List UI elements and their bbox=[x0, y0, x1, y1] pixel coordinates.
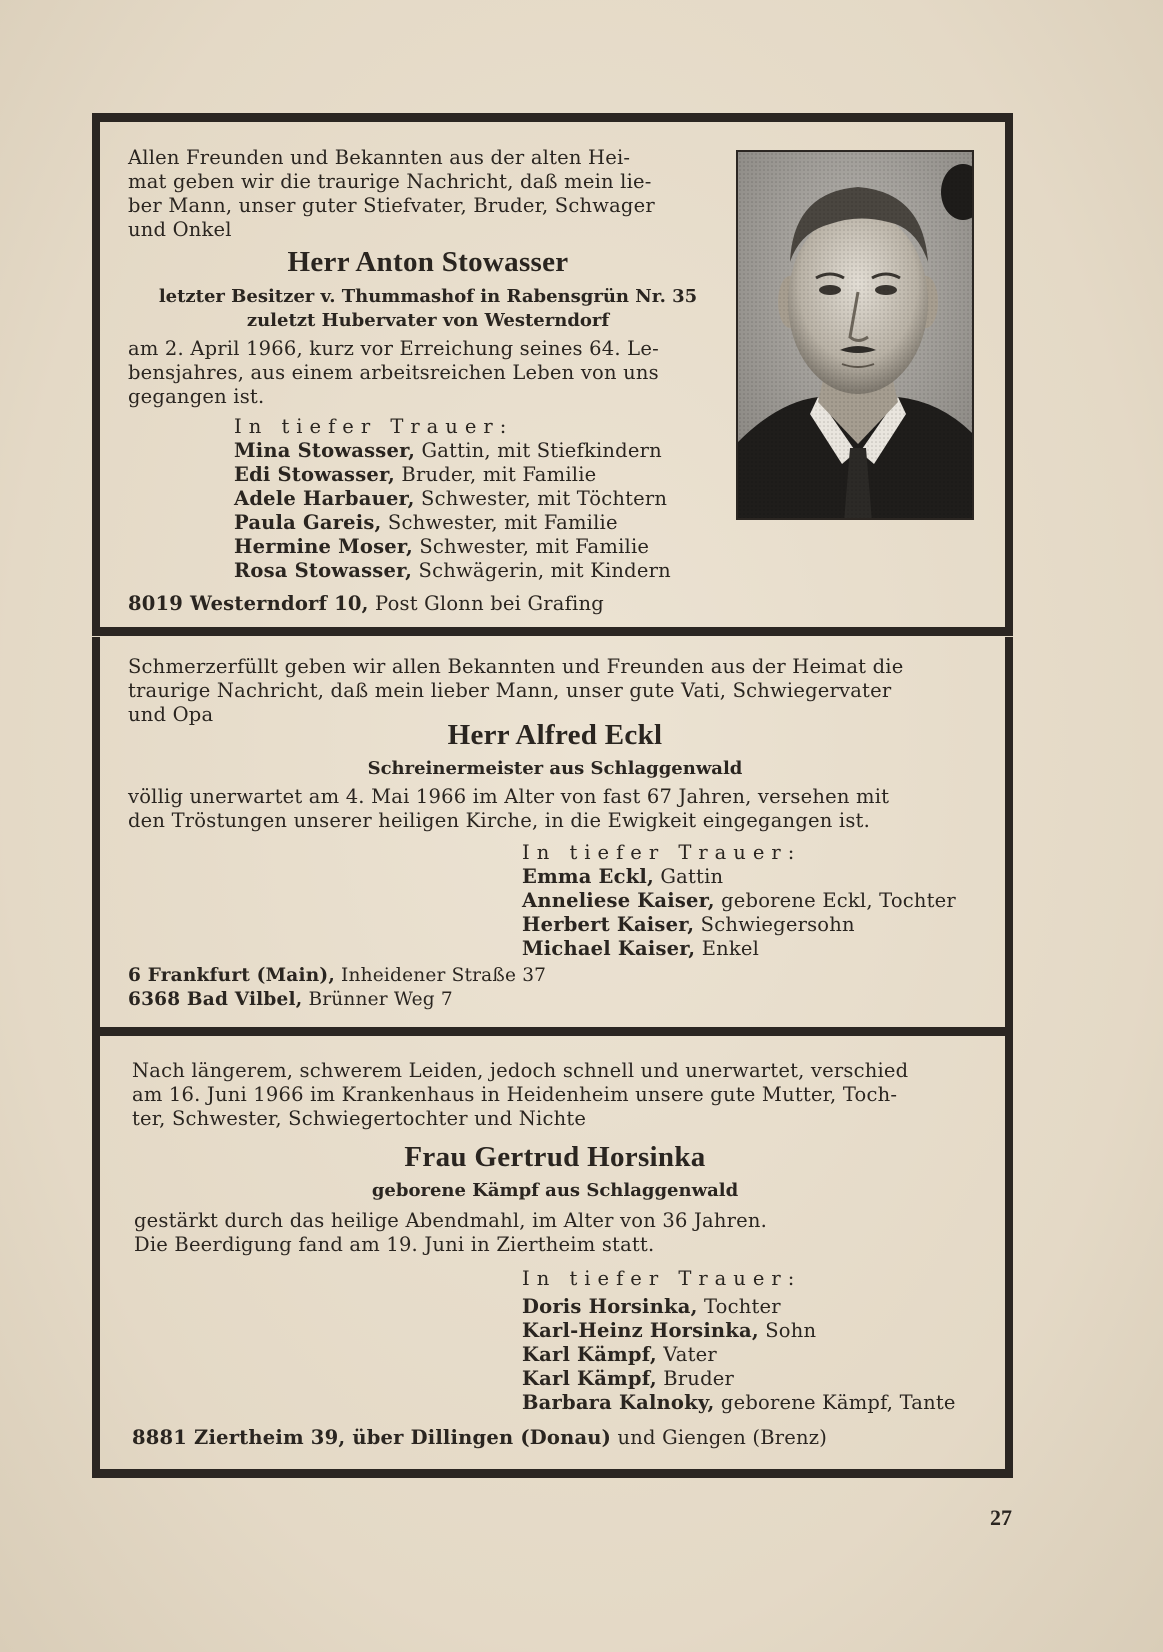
mourner-entry bbox=[234, 463, 671, 487]
mourner-entry bbox=[522, 1295, 956, 1319]
mourning-label: In tiefer Trauer: bbox=[522, 841, 802, 864]
mourner-name: Michael Kaiser, bbox=[522, 937, 696, 960]
mourner-relation: Vater bbox=[656, 1343, 717, 1366]
subtitle-line: letzter Besitzer v. Thummashof in Rabensgrün Nr. 35 bbox=[158, 286, 698, 307]
mourner-name: Karl Kämpf, bbox=[522, 1343, 657, 1366]
notice2-mourners bbox=[522, 865, 956, 961]
page-number: 27 bbox=[990, 1505, 1012, 1530]
notice1-mourners bbox=[234, 439, 671, 583]
mourner-relation: Gattin, mit Stiefkindern bbox=[415, 439, 662, 462]
intro-line: traurige Nachricht, daß mein lieber Mann, unser gute Vati, Schwiegervater bbox=[128, 679, 892, 702]
mourner-relation: geborene Kämpf, Tante bbox=[714, 1391, 956, 1414]
mourner-entry bbox=[522, 913, 956, 937]
notice2-addresses bbox=[128, 964, 546, 1012]
mourner-relation: Bruder, mit Familie bbox=[395, 463, 597, 486]
notice3-mourners bbox=[522, 1295, 956, 1415]
mourner-name: Paula Gareis, bbox=[234, 511, 382, 534]
mourner-name: Adele Harbauer, bbox=[234, 487, 415, 510]
mourner-relation: Schwester, mit Töchtern bbox=[414, 487, 668, 510]
notice3-address bbox=[132, 1426, 827, 1450]
intro-line: ber Mann, unser guter Stiefvater, Bruder, Schwager bbox=[128, 194, 655, 217]
mourner-relation: Gattin bbox=[654, 865, 724, 888]
mourner-name: Karl-Heinz Horsinka, bbox=[522, 1319, 759, 1342]
notice3-body bbox=[134, 1209, 767, 1257]
body-line: gegangen ist. bbox=[128, 385, 265, 408]
body-line: den Tröstungen unserer heiligen Kirche, in die Ewigkeit eingegangen ist. bbox=[128, 809, 870, 832]
mourner-entry bbox=[234, 559, 671, 583]
notice1-subtitle bbox=[118, 285, 738, 333]
mourner-entry bbox=[522, 865, 956, 889]
mourner-relation: Tochter bbox=[697, 1295, 781, 1318]
mourner-name: Karl Kämpf, bbox=[522, 1367, 657, 1390]
mourner-relation: Schwiegersohn bbox=[694, 913, 855, 936]
mourner-entry bbox=[234, 535, 671, 559]
mourner-name: Edi Stowasser, bbox=[234, 463, 396, 486]
mourning-label: In tiefer Trauer: bbox=[234, 415, 514, 438]
intro-line: am 16. Juni 1966 im Krankenhaus in Heidenheim unsere gute Mutter, Toch- bbox=[132, 1083, 898, 1106]
mourner-entry bbox=[522, 1343, 956, 1367]
mourner-name: Rosa Stowasser, bbox=[234, 559, 413, 582]
mourner-entry bbox=[234, 511, 671, 535]
subtitle-line: zuletzt Hubervater von Westerndorf bbox=[246, 310, 610, 331]
intro-line: mat geben wir die traurige Nachricht, daß mein lie- bbox=[128, 170, 652, 193]
intro-line: Allen Freunden und Bekannten aus der alten Hei- bbox=[128, 146, 631, 169]
body-line: Die Beerdigung fand am 19. Juni in Ziertheim statt. bbox=[134, 1233, 655, 1256]
mourner-relation: Schwägerin, mit Kindern bbox=[412, 559, 671, 582]
address-rest: Post Glonn bei Grafing bbox=[368, 592, 604, 615]
notice3-subtitle: geborene Kämpf aus Schlaggenwald bbox=[371, 1180, 739, 1201]
notice2-subtitle: Schreinermeister aus Schlaggenwald bbox=[367, 758, 743, 779]
address-bold: 8019 Westerndorf 10, bbox=[128, 592, 369, 615]
notice2-intro bbox=[128, 655, 903, 727]
mourner-relation: geborene Eckl, Tochter bbox=[714, 889, 956, 912]
mourner-name: Emma Eckl, bbox=[522, 865, 654, 888]
body-line: völlig unerwartet am 4. Mai 1966 im Alter von fast 67 Jahren, versehen mit bbox=[128, 785, 890, 808]
mourner-name: Anneliese Kaiser, bbox=[522, 889, 715, 912]
body-line: gestärkt durch das heilige Abendmahl, im Alter von 36 Jahren. bbox=[134, 1209, 767, 1232]
mourner-name: Mina Stowasser, bbox=[234, 439, 416, 462]
intro-line: und Opa bbox=[128, 703, 214, 726]
mourner-entry bbox=[522, 937, 956, 961]
address-rest: Inheidener Straße 37 bbox=[334, 965, 547, 986]
intro-line: Nach längerem, schwerem Leiden, jedoch schnell und unerwartet, verschied bbox=[132, 1059, 909, 1082]
mourner-entry bbox=[522, 889, 956, 913]
mourner-name: Hermine Moser, bbox=[234, 535, 413, 558]
notice1-intro bbox=[128, 146, 655, 242]
mourner-entry bbox=[234, 487, 671, 511]
mourner-relation: Sohn bbox=[758, 1319, 817, 1342]
portrait-illustration bbox=[738, 152, 974, 520]
deceased-name: Herr Alfred Eckl bbox=[447, 719, 663, 751]
address-rest: und Giengen (Brenz) bbox=[611, 1426, 828, 1449]
mourner-entry bbox=[522, 1367, 956, 1391]
intro-line: Schmerzerfüllt geben wir allen Bekannten und Freunden aus der Heimat die bbox=[128, 655, 904, 678]
intro-line: ter, Schwester, Schwiegertochter und Nichte bbox=[132, 1107, 587, 1130]
mourner-relation: Bruder bbox=[656, 1367, 735, 1390]
mourner-name: Doris Horsinka, bbox=[522, 1295, 698, 1318]
mourner-relation: Schwester, mit Familie bbox=[412, 535, 650, 558]
mourner-relation: Schwester, mit Familie bbox=[381, 511, 618, 534]
mourner-entry bbox=[522, 1391, 956, 1415]
mourner-name: Herbert Kaiser, bbox=[522, 913, 695, 936]
deceased-name: Frau Gertrud Horsinka bbox=[404, 1141, 706, 1173]
mourner-entry bbox=[522, 1319, 956, 1343]
deceased-name: Herr Anton Stowasser bbox=[287, 246, 569, 278]
address-rest: Brünner Weg 7 bbox=[302, 989, 453, 1010]
mourner-relation: Enkel bbox=[695, 937, 760, 960]
body-line: am 2. April 1966, kurz vor Erreichung seines 64. Le- bbox=[128, 337, 659, 360]
address-bold: 6 Frankfurt (Main), bbox=[128, 965, 335, 986]
address-line bbox=[128, 964, 546, 988]
mourner-name: Barbara Kalnoky, bbox=[522, 1391, 715, 1414]
body-line: bensjahres, aus einem arbeitsreichen Leben von uns bbox=[128, 361, 659, 384]
mourner-entry bbox=[234, 439, 671, 463]
notice3-intro bbox=[132, 1059, 908, 1131]
mourning-label: In tiefer Trauer: bbox=[522, 1267, 802, 1290]
address-bold: 6368 Bad Vilbel, bbox=[128, 989, 303, 1010]
intro-line: und Onkel bbox=[128, 218, 232, 241]
notice1-body bbox=[128, 337, 659, 409]
portrait-photo bbox=[736, 150, 974, 520]
address-line bbox=[128, 988, 546, 1012]
notice1-address bbox=[128, 592, 604, 616]
address-bold: 8881 Ziertheim 39, über Dillingen (Donau) bbox=[132, 1426, 612, 1449]
notice2-body bbox=[128, 785, 889, 833]
